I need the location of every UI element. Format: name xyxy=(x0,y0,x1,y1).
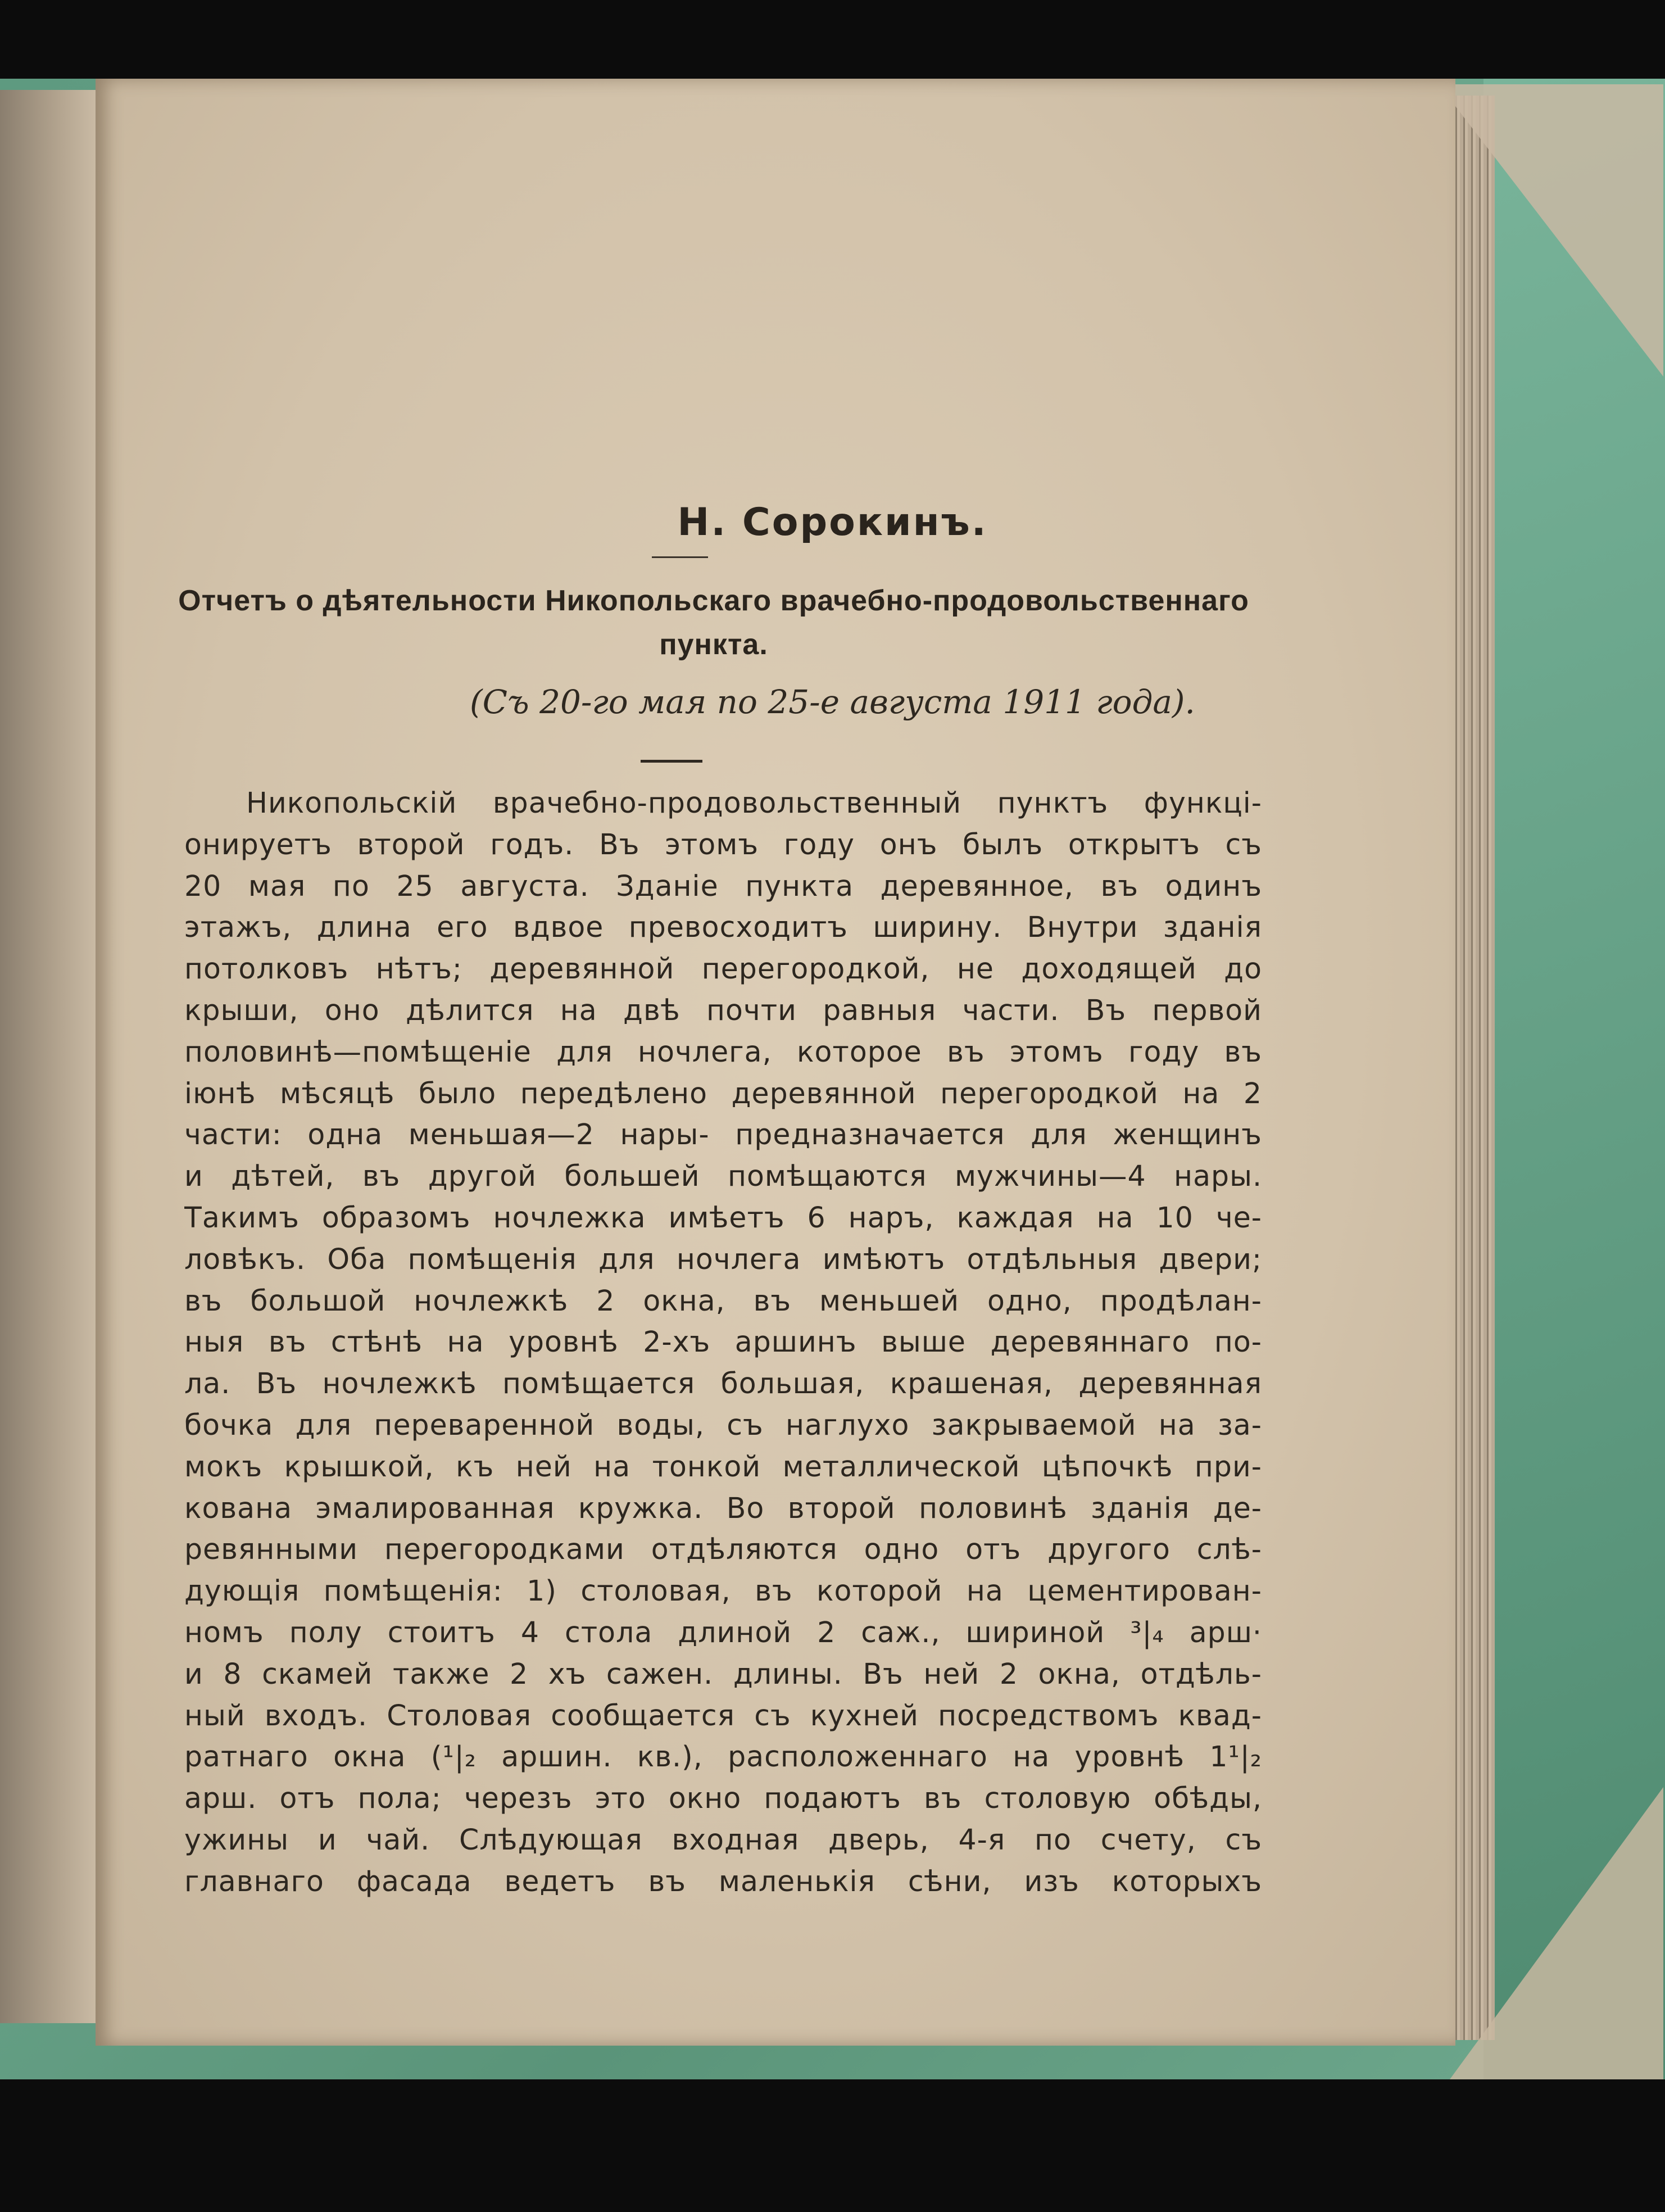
author-dash xyxy=(652,556,708,558)
text-line: этажъ, длина его вдвое превосходитъ ширину. Внутри зданія xyxy=(184,910,1262,944)
body-paragraph xyxy=(184,782,1262,1902)
text-line: части: одна меньшая—2 нары- предназначается для женщинъ xyxy=(184,1118,1262,1152)
text-line: кована эмалированная кружка. Во второй половинѣ зданія де- xyxy=(184,1491,1262,1525)
section-rule xyxy=(641,760,702,763)
text-line: Никопольскій врачебно-продовольственный пунктъ функці- xyxy=(246,786,1262,819)
text-line: ла. Въ ночлежкѣ помѣщается большая, крашеная, деревянная xyxy=(184,1367,1262,1400)
text-line: арш. отъ пола; черезъ это окно подаютъ въ столовую обѣды, xyxy=(184,1782,1262,1815)
text-line: и 8 скамей также 2 хъ сажен. длины. Въ ней 2 окна, отдѣль- xyxy=(184,1657,1262,1690)
text-line: номъ полу стоитъ 4 стола длиной 2 саж., шириной ³|₄ арш· xyxy=(184,1615,1262,1649)
text-line: главнаго фасада ведетъ въ маленькія сѣни, изъ которыхъ xyxy=(184,1864,1262,1898)
text-line: мокъ крышкой, къ ней на тонкой металлической цѣпочкѣ при- xyxy=(184,1449,1262,1483)
text-line: крыши, оно дѣлится на двѣ почти равныя части. Въ первой xyxy=(184,993,1262,1027)
author-name: Н. Сорокинъ. xyxy=(677,500,988,545)
text-line: ныя въ стѣнѣ на уровнѣ 2-хъ аршинъ выше деревяннаго по- xyxy=(184,1325,1262,1359)
corner-protector-bottom xyxy=(1450,1787,1663,2079)
text-line: Такимъ образомъ ночлежка имѣетъ 6 наръ, каждая на 10 че- xyxy=(184,1200,1262,1234)
report-title: Отчетъ о дѣятельности Никопольскаго врачебно-продовольственнаго пункта. xyxy=(178,584,1249,661)
report-subtitle: (Съ 20-го мая по 25-е августа 1911 года). xyxy=(469,683,1195,721)
text-line: бочка для переваренной воды, съ наглухо закрываемой на за- xyxy=(184,1408,1262,1442)
text-line: ловѣкъ. Оба помѣщенія для ночлега имѣютъ отдѣльныя двери; xyxy=(184,1242,1262,1276)
text-line: ужины и чай. Слѣдующая входная дверь, 4-я по счету, съ xyxy=(184,1823,1262,1856)
text-line: половинѣ—помѣщеніе для ночлега, которое въ этомъ году въ xyxy=(184,1035,1262,1068)
previous-page-edge xyxy=(0,90,98,2023)
text-line: ный входъ. Столовая сообщается съ кухней посредствомъ квад- xyxy=(184,1698,1262,1732)
text-line: дующія помѣщенія: 1) столовая, въ которой на цементирован- xyxy=(184,1574,1262,1608)
text-line: ратнаго окна (¹|₂ аршин. кв.), расположеннаго на уровнѣ 1¹|₂ xyxy=(184,1740,1262,1774)
text-line: ревянными перегородками отдѣляются одно отъ другого слѣ- xyxy=(184,1533,1262,1566)
corner-protector-top xyxy=(1439,84,1663,377)
book-cover-right xyxy=(1483,79,1665,2079)
text-line: въ большой ночлежкѣ 2 окна, въ меньшей одно, продѣлан- xyxy=(184,1284,1262,1317)
text-line: и дѣтей, въ другой большей помѣщаются мужчины—4 нары. xyxy=(184,1159,1262,1193)
text-line: 20 мая по 25 августа. Зданіе пункта деревянное, въ одинъ xyxy=(184,869,1262,903)
text-line: потолковъ нѣтъ; деревянной перегородкой, не доходящей до xyxy=(184,952,1262,986)
text-line: онируетъ второй годъ. Въ этомъ году онъ былъ открытъ съ xyxy=(184,827,1262,861)
text-line: іюнѣ мѣсяцѣ было передѣлено деревянной перегородкой на 2 xyxy=(184,1076,1262,1110)
